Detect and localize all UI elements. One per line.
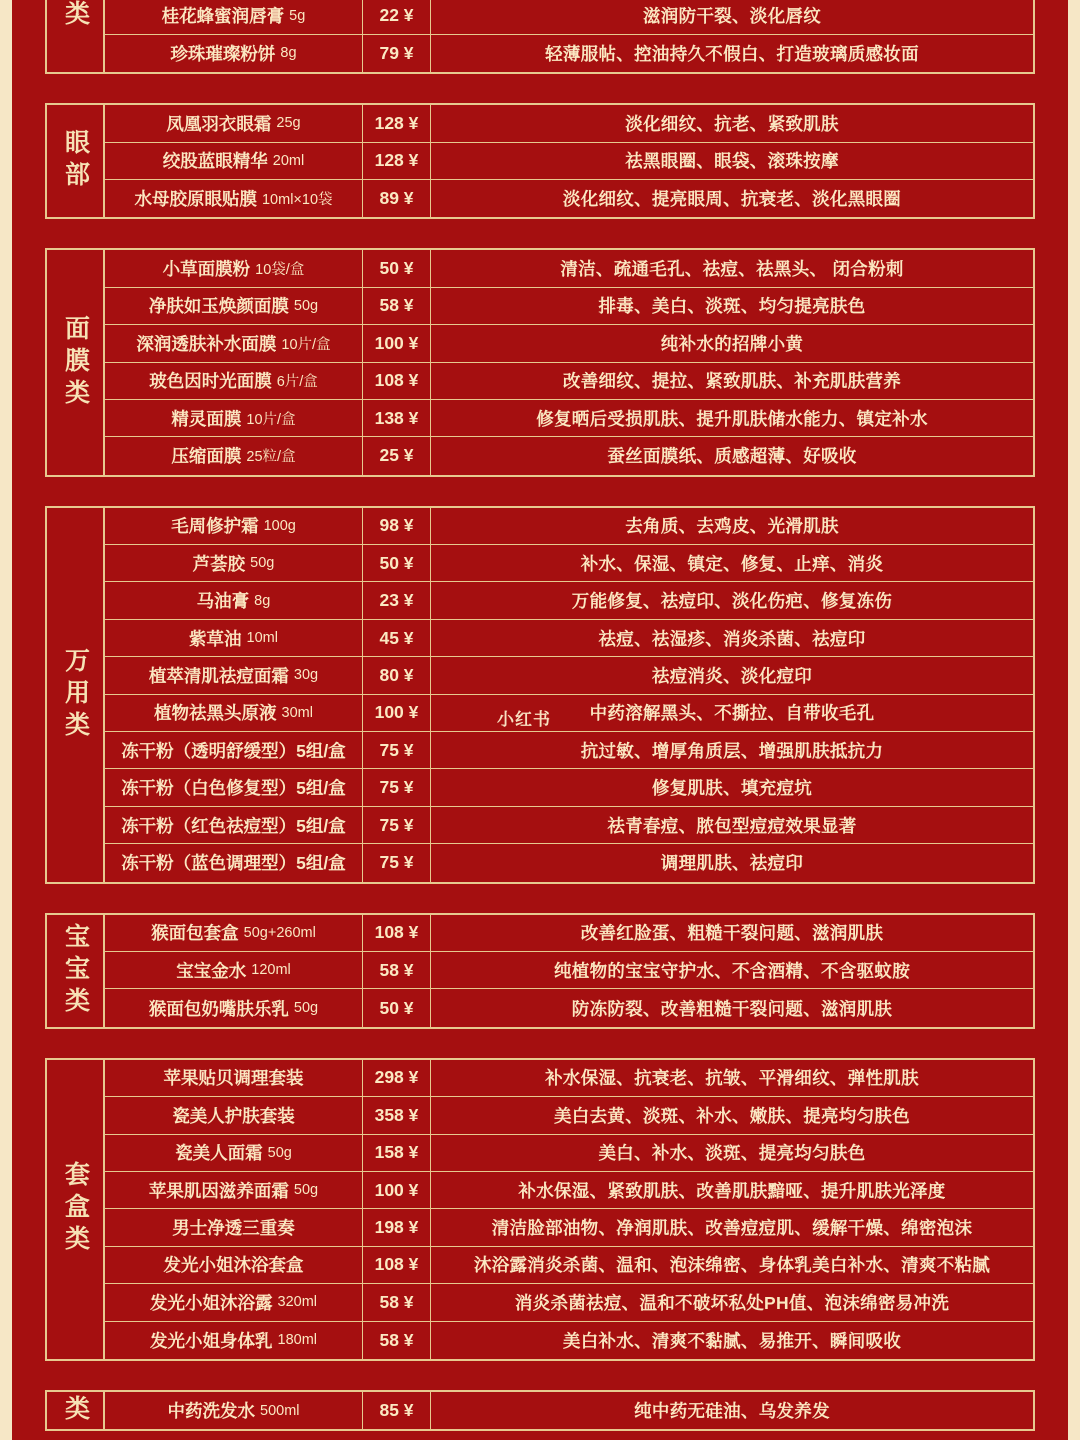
price-cell: 100 ¥: [363, 1172, 431, 1208]
watermark-label: 小红书: [497, 710, 551, 729]
price-cell: 98 ¥: [363, 508, 431, 544]
description-cell: 滋润防干裂、淡化唇纹: [643, 6, 821, 27]
price-cell: 158 ¥: [363, 1135, 431, 1171]
product-name-cell: [105, 437, 363, 474]
description-cell: 美白、补水、淡斑、提亮均匀肤色: [598, 1143, 866, 1164]
product-name: 瓷美人护肤套装: [172, 1105, 295, 1126]
description-cell: 补水保湿、紧致肌肤、改善肌肤黯哑、提升肌肤光泽度: [518, 1180, 946, 1201]
description-cell: 祛痘消炎、淡化痘印: [651, 665, 813, 686]
product-name-cell: [105, 1392, 363, 1429]
product-name: 毛周修护霜: [171, 516, 259, 537]
product-name-cell: [105, 545, 363, 581]
price-cell: 58 ¥: [363, 288, 431, 324]
price-cell: 25 ¥: [363, 437, 431, 474]
category-label: 类: [61, 1394, 90, 1427]
price-cell: 128 ¥: [363, 105, 431, 141]
product-name: 深润透肤补水面膜: [136, 333, 277, 354]
price-cell: 75 ¥: [363, 844, 431, 881]
table-row: [105, 1172, 1033, 1209]
product-name: 冻干粉（红色祛痘型）5组/盒: [121, 815, 346, 836]
description-cell: 中药溶解黑头、不撕拉、自带收毛孔: [589, 703, 875, 724]
product-group: [45, 506, 1035, 884]
product-unit: 50g: [293, 297, 319, 314]
table-row: [105, 105, 1033, 142]
product-name-cell: [105, 143, 363, 179]
price-cell: 58 ¥: [363, 952, 431, 988]
description-cell: 补水、保湿、镇定、修复、止痒、消炎: [580, 553, 884, 574]
price-cell: 75 ¥: [363, 732, 431, 768]
product-unit: 10ml: [246, 630, 278, 647]
table-row: [105, 1209, 1033, 1246]
description-cell: 祛黑眼圈、眼袋、滚珠按摩: [625, 151, 839, 172]
product-unit: 8g: [254, 592, 271, 609]
table-row: [105, 769, 1033, 806]
product-name: 桂花蜂蜜润唇膏: [161, 6, 285, 27]
product-name: 紫草油: [189, 628, 242, 649]
description-cell: 纯补水的招牌小黄: [660, 333, 804, 354]
table-row: [105, 844, 1033, 881]
product-name-cell: [105, 807, 363, 843]
category-cell: [47, 915, 105, 1027]
price-cell: 108 ¥: [363, 363, 431, 399]
price-cell: 80 ¥: [363, 657, 431, 693]
table-row: [105, 1097, 1033, 1134]
price-cell: 128 ¥: [363, 143, 431, 179]
description-cell: 沐浴露消炎杀菌、温和、泡沫绵密、身体乳美白补水、清爽不粘腻: [473, 1255, 991, 1276]
product-name-cell: [105, 180, 363, 217]
description-cell: 纯植物的宝宝守护水、不含酒精、不含驱蚊胺: [554, 960, 910, 981]
product-name: 冻干粉（白色修复型）5组/盒: [121, 778, 346, 799]
table-row: [105, 695, 1033, 732]
product-group: [45, 0, 1035, 74]
product-name-cell: [105, 1060, 363, 1096]
product-name: 小草面膜粉: [162, 259, 251, 280]
category-label: 面膜类: [61, 314, 90, 411]
product-rows: [105, 508, 1033, 882]
description-cell: 调理肌肤、祛痘印: [660, 853, 804, 874]
description-cell: 修复晒后受损肌肤、提升肌肤储水能力、镇定补水: [536, 408, 928, 429]
product-rows: [105, 1392, 1033, 1429]
product-unit: 500ml: [260, 1402, 300, 1419]
product-unit: 10袋/盒: [255, 262, 305, 279]
description-cell: 修复肌肤、填充痘坑: [651, 778, 813, 799]
table-row: [105, 400, 1033, 437]
product-name: 苹果贴贝调理套装: [163, 1068, 304, 1089]
product-unit: 100g: [263, 517, 296, 534]
description-cell: 纯中药无硅油、乌发养发: [634, 1401, 830, 1422]
price-cell: 108 ¥: [363, 915, 431, 951]
product-name-cell: [105, 325, 363, 361]
table-row: [105, 1392, 1033, 1429]
product-table-sheet: [12, 0, 1068, 1440]
description-cell: 抗过敏、增厚角质层、增强肌肤抵抗力: [580, 740, 884, 761]
product-unit: 10片/盒: [246, 411, 296, 428]
price-cell: 50 ¥: [363, 545, 431, 581]
product-name-cell: [105, 769, 363, 805]
product-name: 发光小姐沐浴露: [150, 1292, 273, 1313]
table-row: [105, 657, 1033, 694]
product-unit: 50g: [250, 555, 275, 572]
description-cell: 改善红脸蛋、粗糙干裂问题、滋润肌肤: [580, 923, 884, 944]
table-row: [105, 1247, 1033, 1284]
price-cell: 75 ¥: [363, 807, 431, 843]
description-cell: 消炎杀菌祛痘、温和不破坏私处PH值、泡沫绵密易冲洗: [514, 1292, 950, 1313]
description-cell: 改善细纹、提拉、紧致肌肤、补充肌肤营养: [562, 371, 902, 392]
table-row: [105, 143, 1033, 180]
product-unit: 5g: [289, 7, 306, 24]
table-row: [105, 1284, 1033, 1321]
product-name: 净肤如玉焕颜面膜: [148, 296, 289, 317]
product-unit: 30g: [293, 667, 319, 684]
table-row: [105, 250, 1033, 287]
product-name-cell: [105, 844, 363, 881]
product-group: [45, 248, 1035, 476]
category-label: 类: [61, 0, 90, 33]
product-name-cell: [105, 1284, 363, 1320]
product-name: 苹果肌因滋养面霜: [148, 1180, 289, 1201]
table-row: [105, 437, 1033, 474]
product-name: 精灵面膜: [171, 408, 242, 429]
description-cell: 蚕丝面膜纸、质感超薄、好吸收: [607, 446, 857, 467]
product-unit: 25g: [276, 115, 301, 132]
price-cell: 108 ¥: [363, 1247, 431, 1283]
price-cell: 50 ¥: [363, 989, 431, 1026]
description-cell: 美白补水、清爽不黏腻、易推开、瞬间吸收: [562, 1330, 902, 1351]
product-name: 芦荟胶: [192, 553, 246, 574]
category-cell: [47, 0, 105, 72]
product-name: 玻色因时光面膜: [149, 371, 272, 392]
product-name: 凤凰羽衣眼霜: [166, 113, 272, 134]
product-name: 冻干粉（透明舒缓型）5组/盒: [121, 740, 346, 761]
table-row: [105, 180, 1033, 217]
product-name: 压缩面膜: [171, 446, 242, 467]
product-rows: [105, 250, 1033, 474]
table-row: [105, 0, 1033, 35]
table-row: [105, 620, 1033, 657]
product-name: 宝宝金水: [176, 960, 247, 981]
price-cell: 23 ¥: [363, 582, 431, 618]
category-cell: [47, 250, 105, 474]
product-name-cell: [105, 35, 363, 72]
product-name-cell: [105, 105, 363, 141]
table-row: [105, 1135, 1033, 1172]
table-row: [105, 732, 1033, 769]
table-row: [105, 288, 1033, 325]
product-group: [45, 103, 1035, 219]
table-row: [105, 1322, 1033, 1359]
table-row: [105, 35, 1033, 72]
product-name: 猴面包套盒: [151, 923, 239, 944]
category-cell: [47, 1392, 105, 1429]
description-cell: 美白去黄、淡斑、补水、嫩肤、提亮均匀肤色: [554, 1105, 910, 1126]
product-name-cell: [105, 0, 363, 34]
product-unit: 30ml: [281, 704, 313, 721]
product-unit: 50g: [293, 1182, 319, 1199]
product-unit: 10ml×10袋: [261, 192, 333, 209]
product-name: 男士净透三重奏: [172, 1218, 295, 1239]
price-cell: 45 ¥: [363, 620, 431, 656]
product-name-cell: [105, 732, 363, 768]
product-name-cell: [105, 363, 363, 399]
product-name-cell: [105, 582, 363, 618]
product-name-cell: [105, 1097, 363, 1133]
product-name-cell: [105, 915, 363, 951]
product-unit: 8g: [280, 45, 297, 62]
price-cell: 79 ¥: [363, 35, 431, 72]
product-group: [45, 1390, 1035, 1431]
product-rows: [105, 915, 1033, 1027]
product-name: 中药洗发水: [167, 1401, 255, 1422]
product-unit: 20ml: [272, 152, 305, 169]
table-row: [105, 989, 1033, 1026]
table-row: [105, 915, 1033, 952]
product-rows: [105, 105, 1033, 217]
description-cell: 清洁、疏通毛孔、祛痘、祛黑头、 闭合粉刺: [560, 259, 904, 280]
product-name-cell: [105, 288, 363, 324]
product-unit: 25粒/盒: [246, 449, 296, 466]
product-name-cell: [105, 695, 363, 731]
right-edge-strip: [1068, 0, 1080, 1440]
product-rows: [105, 0, 1033, 72]
category-cell: [47, 105, 105, 217]
price-cell: 75 ¥: [363, 769, 431, 805]
product-unit: 6片/盒: [276, 374, 318, 391]
description-cell: 万能修复、祛痘印、淡化伤疤、修复冻伤: [571, 591, 893, 612]
price-cell: 358 ¥: [363, 1097, 431, 1133]
price-cell: 22 ¥: [363, 0, 431, 34]
price-cell: 298 ¥: [363, 1060, 431, 1096]
product-name-cell: [105, 250, 363, 286]
product-unit: 50g: [267, 1144, 292, 1161]
price-cell: 138 ¥: [363, 400, 431, 436]
table-row: [105, 807, 1033, 844]
category-label: 套盒类: [61, 1161, 90, 1258]
product-rows: [105, 1060, 1033, 1359]
product-name: 绞股蓝眼精华: [162, 151, 268, 172]
price-cell: 50 ¥: [363, 250, 431, 286]
product-unit: 10片/盒: [281, 336, 331, 353]
product-name: 发光小姐沐浴套盒: [163, 1255, 304, 1276]
product-name: 植萃清肌祛痘面霜: [148, 665, 289, 686]
product-name-cell: [105, 1247, 363, 1283]
left-edge-strip: [0, 0, 12, 1440]
price-cell: 85 ¥: [363, 1392, 431, 1429]
description-cell: 祛痘、祛湿疹、消炎杀菌、祛痘印: [598, 628, 866, 649]
table-row: [105, 582, 1033, 619]
category-label: 万用类: [61, 646, 90, 743]
price-cell: 198 ¥: [363, 1209, 431, 1245]
table-row: [105, 952, 1033, 989]
product-name-cell: [105, 952, 363, 988]
description-cell: 祛青春痘、脓包型痘痘效果显著: [607, 815, 857, 836]
description-cell: 去角质、去鸡皮、光滑肌肤: [625, 516, 839, 537]
table-row: [105, 325, 1033, 362]
price-cell: 89 ¥: [363, 180, 431, 217]
category-cell: [47, 508, 105, 882]
product-name: 珍珠璀璨粉饼: [170, 43, 276, 64]
product-name: 马油膏: [196, 591, 250, 612]
product-name-cell: [105, 620, 363, 656]
table-row: [105, 1060, 1033, 1097]
product-group: [45, 1058, 1035, 1361]
description-cell: 防冻防裂、改善粗糙干裂问题、滋润肌肤: [571, 998, 893, 1019]
product-unit: 320ml: [277, 1294, 317, 1311]
product-group: [45, 913, 1035, 1029]
product-name: 发光小姐身体乳: [150, 1330, 273, 1351]
description-cell: 淡化细纹、提亮眼周、抗衰老、淡化黑眼圈: [562, 189, 902, 210]
product-unit: 50g: [293, 1000, 319, 1017]
product-name: 冻干粉（蓝色调理型）5组/盒: [121, 853, 346, 874]
table-row: [105, 545, 1033, 582]
description-cell: 淡化细纹、抗老、紧致肌肤: [625, 113, 839, 134]
description-cell: 清洁脸部油物、净润肌肤、改善痘痘肌、缓解干燥、绵密泡沫: [491, 1218, 973, 1239]
product-name-cell: [105, 508, 363, 544]
description-cell: 补水保湿、抗衰老、抗皱、平滑细纹、弹性肌肤: [545, 1068, 919, 1089]
product-unit: 50g+260ml: [243, 924, 316, 941]
table-row: [105, 508, 1033, 545]
price-cell: 58 ¥: [363, 1284, 431, 1320]
product-name-cell: [105, 1209, 363, 1245]
price-cell: 100 ¥: [363, 325, 431, 361]
product-unit: 180ml: [277, 1332, 317, 1349]
product-name-cell: [105, 1172, 363, 1208]
category-label: 宝宝类: [61, 922, 90, 1019]
product-name-cell: [105, 657, 363, 693]
category-cell: [47, 1060, 105, 1359]
description-cell: 排毒、美白、淡斑、均匀提亮肤色: [598, 296, 866, 317]
product-name: 猴面包奶嘴肤乐乳: [148, 998, 289, 1019]
product-name: 水母胶原眼贴膜: [134, 189, 257, 210]
category-label: 眼部: [61, 129, 90, 194]
product-name-cell: [105, 400, 363, 436]
product-name: 植物祛黑头原液: [154, 703, 277, 724]
table-row: [105, 363, 1033, 400]
product-unit: 120ml: [251, 962, 291, 979]
price-cell: 100 ¥: [363, 695, 431, 731]
description-cell: 轻薄服帖、控油持久不假白、打造玻璃质感妆面: [545, 43, 919, 64]
product-name: 瓷美人面霜: [175, 1143, 263, 1164]
price-cell: 58 ¥: [363, 1322, 431, 1359]
product-name-cell: [105, 1322, 363, 1359]
product-name-cell: [105, 989, 363, 1026]
product-name-cell: [105, 1135, 363, 1171]
